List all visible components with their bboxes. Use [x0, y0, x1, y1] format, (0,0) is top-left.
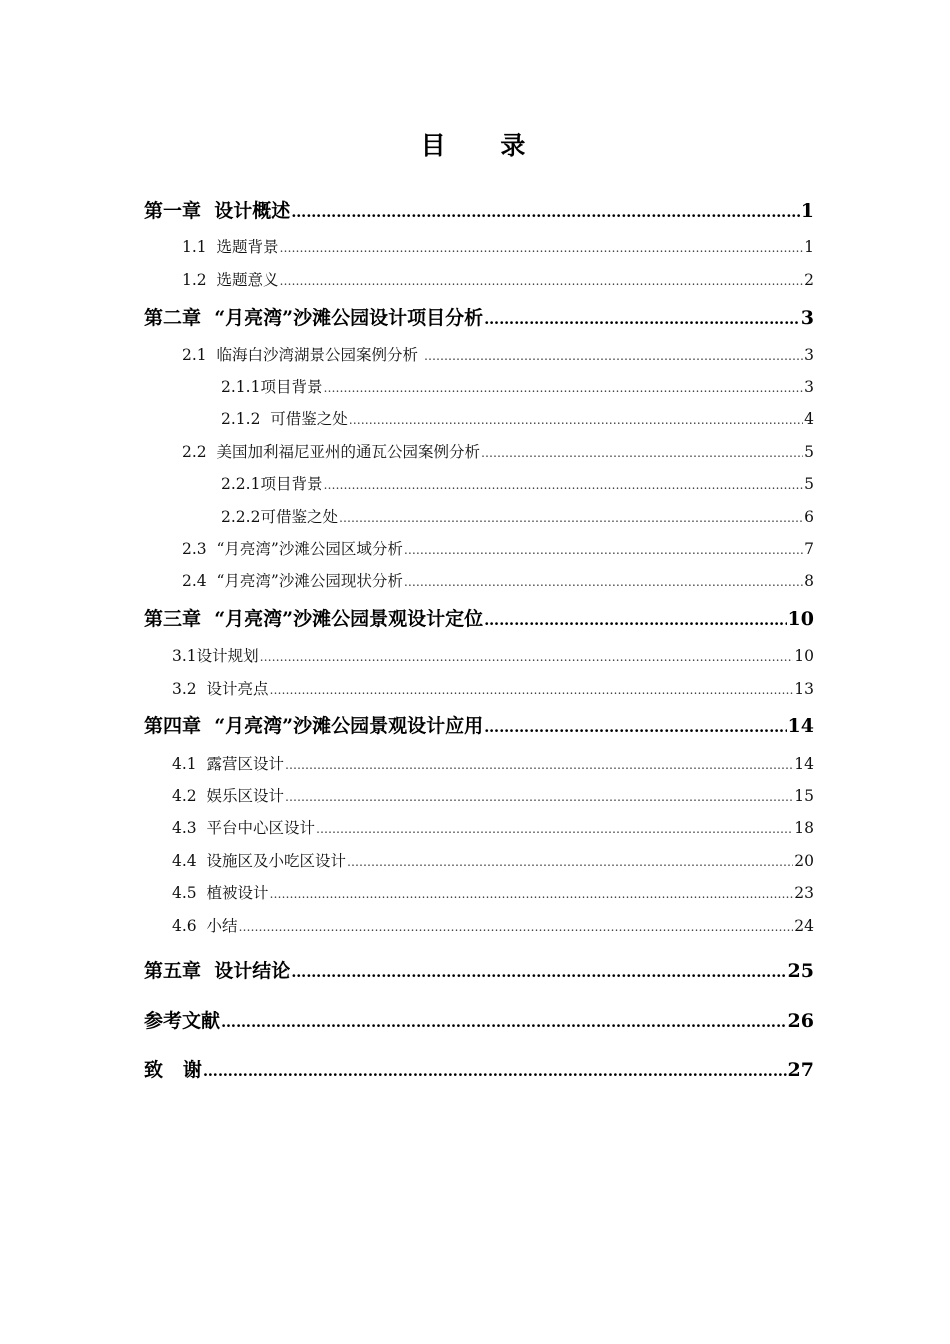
toc-leader-dots	[404, 575, 803, 589]
toc-entry-label: 第二章 “月亮湾”沙滩公园设计项目分析	[144, 307, 484, 329]
toc-entry-section-2-1[interactable]	[182, 343, 814, 365]
toc-leader-dots	[481, 446, 803, 460]
toc-entry-label: 2.1.1项目背景	[221, 378, 323, 396]
toc-entry-chapter-3[interactable]	[144, 604, 814, 631]
toc-page-number: 2	[804, 271, 814, 289]
toc-page-number: 15	[794, 787, 814, 805]
toc-leader-dots	[239, 920, 794, 934]
toc-entry-label: 2.1.2 可借鉴之处	[221, 410, 348, 428]
toc-entry-label: 参考文献	[144, 1010, 221, 1032]
toc-entry-section-1-2[interactable]	[182, 268, 814, 290]
toc-leader-dots	[404, 543, 803, 557]
toc-page-number: 27	[787, 1059, 814, 1081]
toc-leader-dots	[291, 963, 786, 981]
toc-leader-dots	[280, 274, 804, 288]
toc-page-number: 10	[794, 647, 814, 665]
toc-page-number: 8	[804, 572, 814, 590]
toc-page-number: 26	[787, 1010, 814, 1032]
toc-entry-section-4-2[interactable]	[172, 784, 814, 806]
toc-page-number: 23	[794, 884, 814, 902]
toc-page-number: 1	[800, 200, 814, 222]
toc-entry-section-4-5[interactable]	[172, 881, 814, 903]
toc-entry-label: 4.6 小结	[172, 917, 238, 935]
toc-entry-label: 第四章 “月亮湾”沙滩公园景观设计应用	[144, 715, 484, 737]
page-title: 目 录	[420, 131, 530, 160]
toc-entry-chapter-1[interactable]	[144, 196, 814, 223]
toc-entry-label: 3.1设计规划	[172, 647, 259, 665]
toc-entry-section-2-2[interactable]	[182, 440, 814, 462]
toc-entry-references[interactable]	[144, 1006, 814, 1033]
toc-entry-label: 1.1 选题背景	[182, 238, 279, 256]
toc-entry-section-4-1[interactable]	[172, 752, 814, 774]
toc-leader-dots	[280, 241, 804, 255]
toc-leader-dots	[285, 790, 793, 804]
toc-entry-label: 4.5 植被设计	[172, 884, 269, 902]
toc-entry-section-4-3[interactable]	[172, 816, 814, 838]
toc-leader-dots	[424, 349, 803, 363]
toc-leader-dots	[221, 1013, 787, 1031]
toc-entry-label: 第五章 设计结论	[144, 960, 291, 982]
toc-entry-label: 第三章 “月亮湾”沙滩公园景观设计定位	[144, 608, 484, 630]
toc-leader-dots	[484, 718, 786, 736]
toc-page-number: 5	[804, 443, 814, 461]
toc-page-number: 1	[804, 238, 814, 256]
toc-entry-section-4-6[interactable]	[172, 914, 814, 936]
toc-entry-label: 致 谢	[144, 1059, 202, 1081]
toc-entry-section-2-2-1[interactable]	[221, 472, 814, 494]
toc-page-number: 10	[787, 608, 814, 630]
toc-leader-dots	[484, 611, 786, 629]
toc-entry-label: 2.2 美国加利福尼亚州的通瓦公园案例分析	[182, 443, 481, 461]
toc-page-number: 24	[794, 917, 814, 935]
toc-page-number: 13	[794, 680, 814, 698]
toc-entry-label: 4.1 露营区设计	[172, 755, 285, 773]
toc-entry-section-2-1-1[interactable]	[221, 375, 814, 397]
toc-entry-label: 2.4 “月亮湾”沙滩公园现状分析	[182, 572, 403, 590]
toc-page-number: 5	[804, 475, 814, 493]
toc-page-number: 3	[800, 307, 814, 329]
toc-leader-dots	[270, 887, 794, 901]
toc-entry-label: 第一章 设计概述	[144, 200, 291, 222]
toc-entry-section-2-2-2[interactable]	[221, 505, 814, 527]
toc-entry-section-2-1-2[interactable]	[221, 407, 814, 429]
toc-entry-chapter-5[interactable]	[144, 956, 814, 983]
toc-entry-section-4-4[interactable]	[172, 849, 814, 871]
toc-page-number: 14	[794, 755, 814, 773]
toc-entry-label: 3.2 设计亮点	[172, 680, 269, 698]
toc-entry-section-3-2[interactable]	[172, 677, 814, 699]
toc-entry-chapter-2[interactable]	[144, 303, 814, 330]
toc-leader-dots	[203, 1062, 787, 1080]
toc-leader-dots	[260, 650, 794, 664]
toc-leader-dots	[291, 203, 800, 221]
toc-leader-dots	[316, 822, 793, 836]
toc-page-number: 18	[794, 819, 814, 837]
toc-entry-section-3-1[interactable]	[172, 644, 814, 666]
toc-entry-label: 2.1 临海白沙湾湖景公园案例分析	[182, 346, 423, 364]
toc-page-number: 25	[787, 960, 814, 982]
toc-page-number: 6	[804, 508, 814, 526]
toc-entry-section-1-1[interactable]	[182, 235, 814, 257]
toc-entry-label: 2.2.2可借鉴之处	[221, 508, 338, 526]
toc-leader-dots	[339, 511, 803, 525]
toc-leader-dots	[323, 478, 803, 492]
toc-leader-dots	[349, 413, 803, 427]
toc-entry-label: 4.4 设施区及小吃区设计	[172, 852, 347, 870]
toc-entry-label: 2.3 “月亮湾”沙滩公园区域分析	[182, 540, 403, 558]
toc-entry-label: 4.3 平台中心区设计	[172, 819, 316, 837]
toc-page-number: 4	[804, 410, 814, 428]
toc-page-number: 3	[804, 378, 814, 396]
toc-page-number: 20	[794, 852, 814, 870]
toc-entry-section-2-3[interactable]	[182, 537, 814, 559]
toc-entry-label: 2.2.1项目背景	[221, 475, 323, 493]
toc-entry-section-2-4[interactable]	[182, 569, 814, 591]
toc-leader-dots	[484, 310, 800, 328]
toc-entry-label: 1.2 选题意义	[182, 271, 279, 289]
toc-page-number: 7	[804, 540, 814, 558]
toc-leader-dots	[347, 855, 793, 869]
toc-entry-acknowledgements[interactable]	[144, 1055, 814, 1082]
toc-page-number: 14	[787, 715, 814, 737]
toc-leader-dots	[323, 381, 803, 395]
toc-page-number: 3	[804, 346, 814, 364]
toc-entry-chapter-4[interactable]	[144, 711, 814, 738]
toc-leader-dots	[285, 758, 793, 772]
toc-leader-dots	[270, 683, 794, 697]
toc-entry-label: 4.2 娱乐区设计	[172, 787, 285, 805]
